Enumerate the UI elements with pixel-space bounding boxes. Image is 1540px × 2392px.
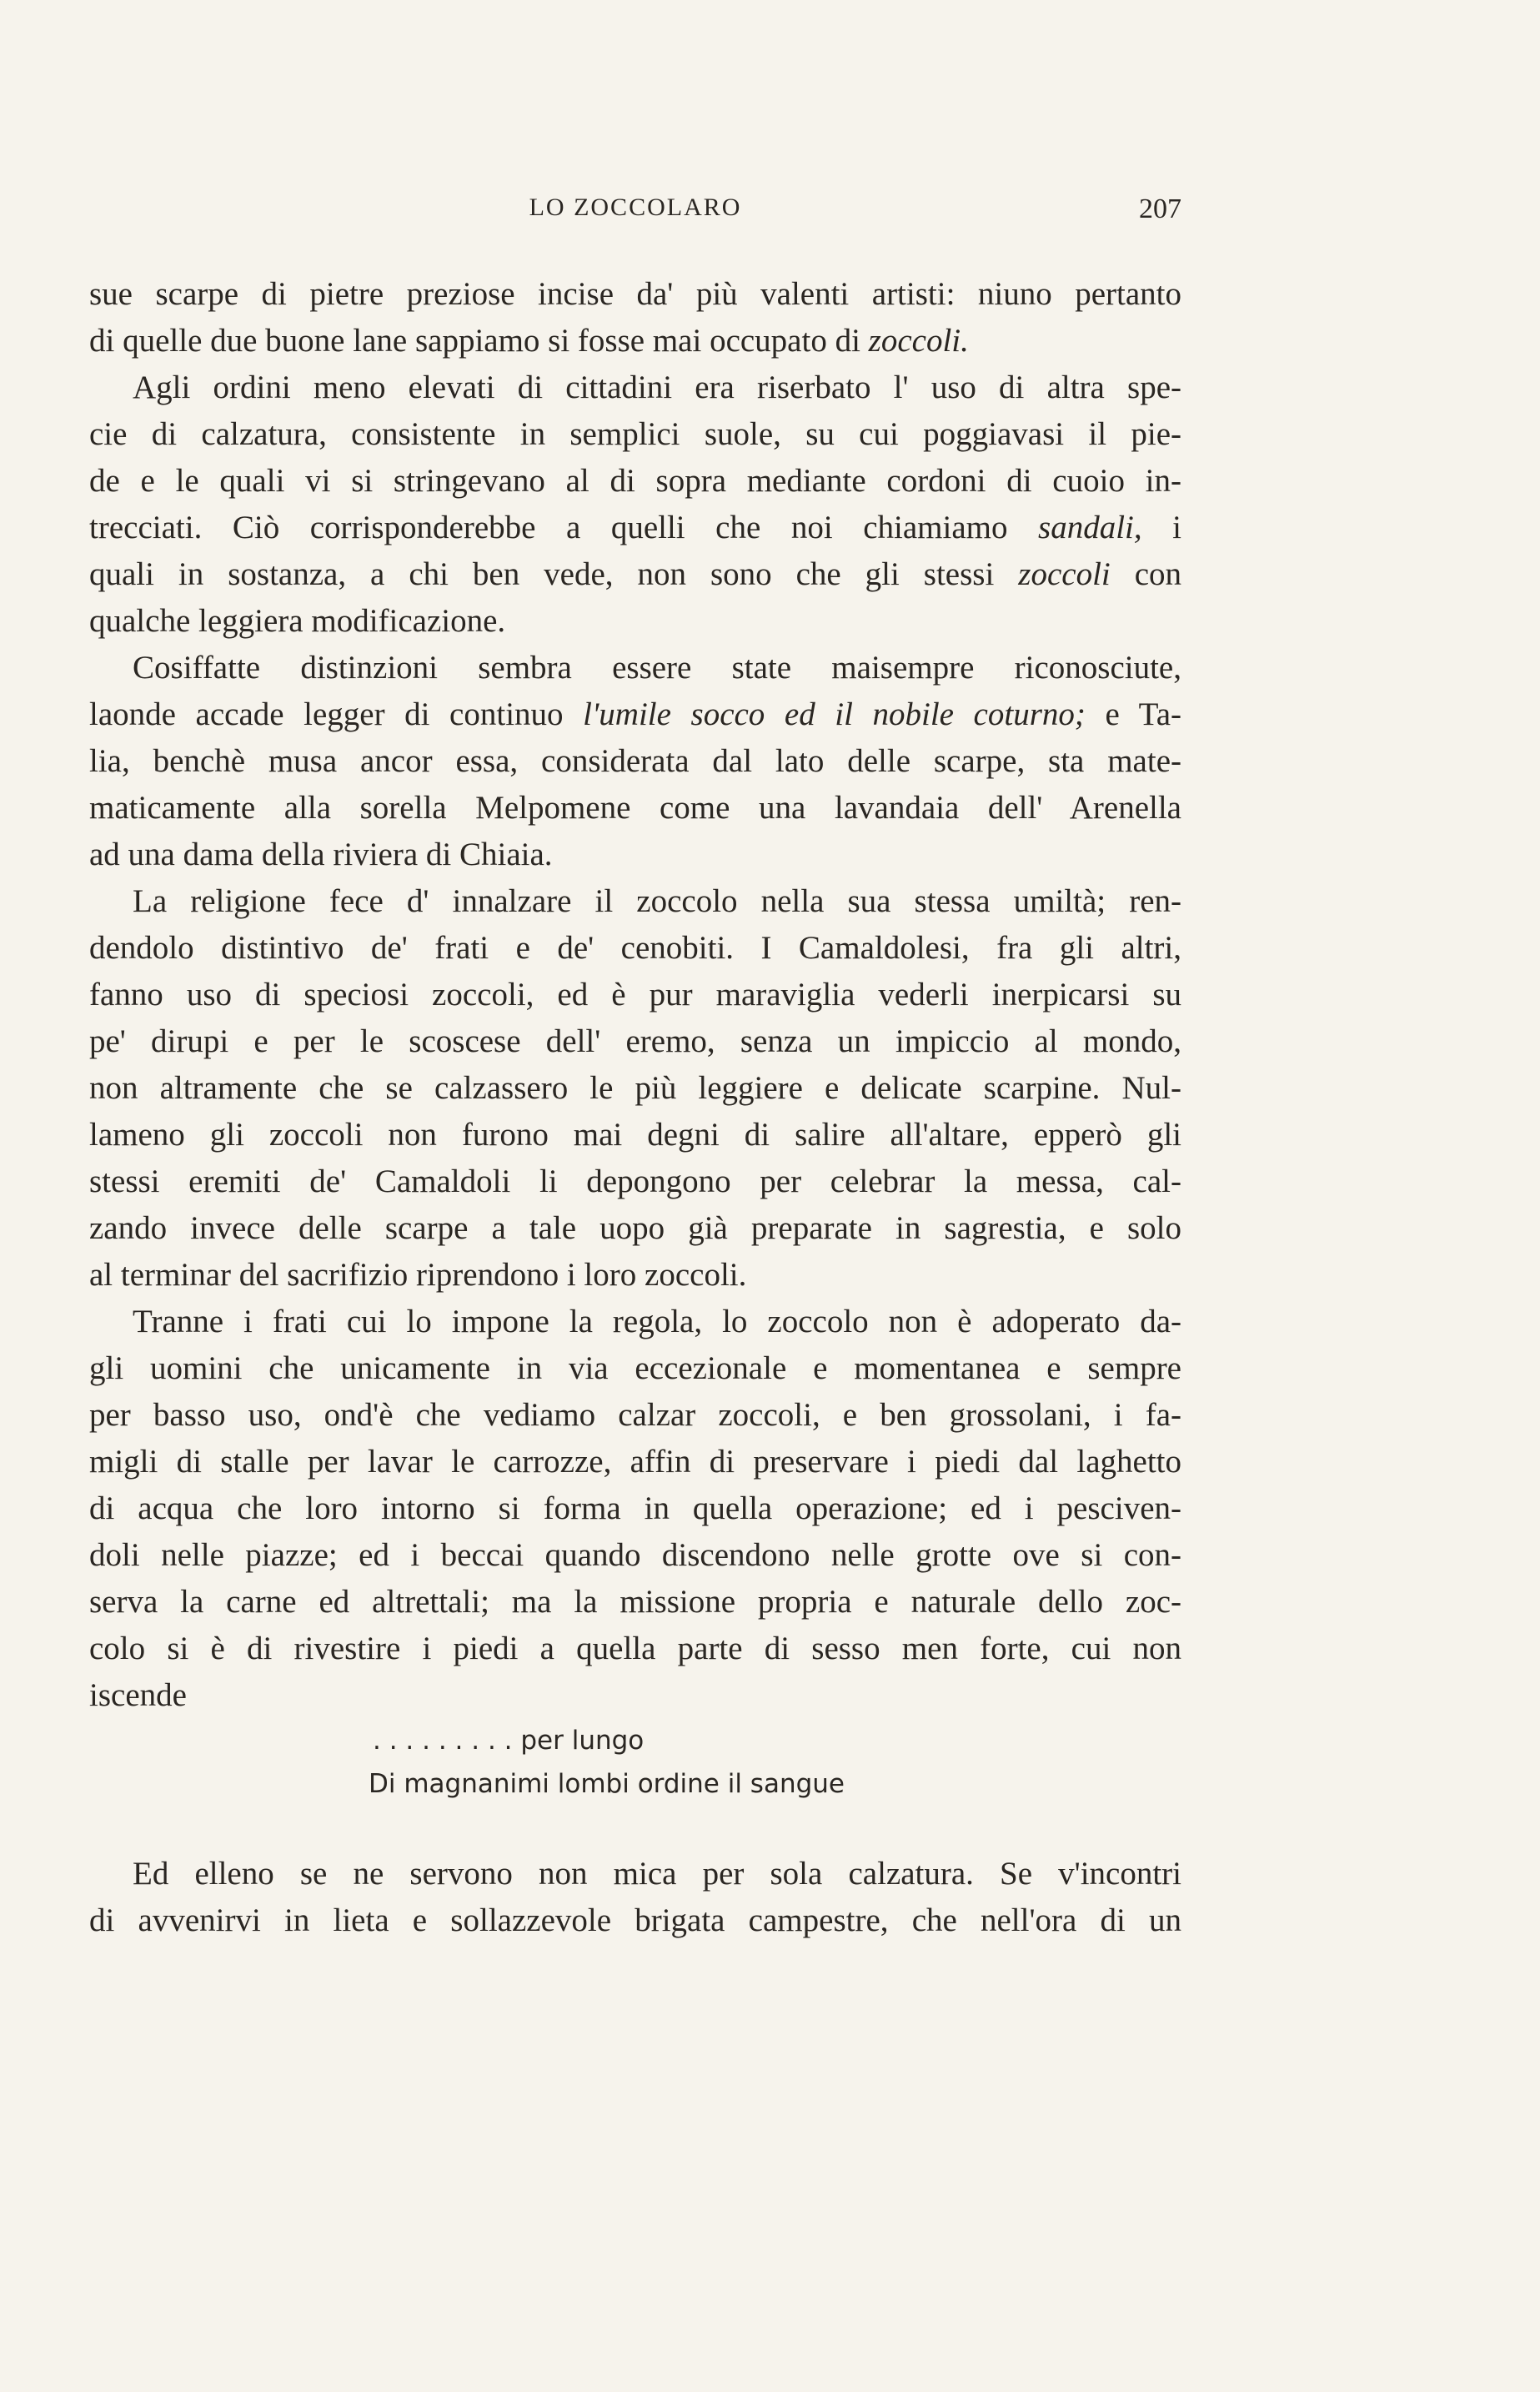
text-line: maticamente alla sorella Melpomene come una lavandaia dell' Arenella (89, 790, 1181, 826)
text-line: Cosiffatte distinzioni sembra essere state maisempre riconosciute, (133, 650, 1181, 686)
text-line: lia, benchè musa ancor essa, considerata dal lato delle scarpe, sta mate- (89, 743, 1181, 779)
text-line: non altramente che se calzassero le più leggiere e delicate scarpine. Nul- (89, 1070, 1181, 1106)
text-line: lameno gli zoccoli non furono mai degni di salire all'altare, epperò gli (89, 1117, 1181, 1153)
text-line: Ed elleno se ne servono non mica per sola calzatura. Se v'incontri (133, 1856, 1181, 1892)
text-line: ad una dama della riviera di Chiaia. (89, 837, 553, 872)
text-line: laonde accade legger di continuo l'umile socco ed il nobile coturno; e Ta- (89, 696, 1182, 732)
verse-line: . . . . . . . . . per lungo (373, 1726, 645, 1756)
text-line: doli nelle piazze; ed i beccai quando discendono nelle grotte ove si con- (89, 1537, 1181, 1573)
text-line: di avvenirvi in lieta e sollazzevole brigata campestre, che nell'ora di un (89, 1902, 1181, 1938)
running-title: LO ZOCCOLARO (529, 193, 742, 221)
text-line: gli uomini che unicamente in via eccezionale e momentanea e sempre (89, 1350, 1181, 1386)
text-line: di quelle due buone lane sappiamo si fosse mai occupato di zoccoli. (89, 323, 969, 359)
text-line: per basso uso, ond'è che vediamo calzar zoccoli, e ben grossolani, i fa- (89, 1397, 1181, 1433)
text-line: Agli ordini meno elevati di cittadini era riserbato l' uso di altra spe- (133, 369, 1181, 405)
text-line: stessi eremiti de' Camaldoli li depongono per celebrar la messa, cal- (89, 1163, 1181, 1199)
verse-line: Di magnanimi lombi ordine il sangue (369, 1769, 845, 1799)
text-line: La religione fece d' innalzare il zoccolo nella sua stessa umiltà; ren- (133, 883, 1181, 919)
text-line: di acqua che loro intorno si forma in quella operazione; ed i pesciven- (89, 1490, 1181, 1526)
italic-word: zoccoli. (868, 323, 969, 359)
text-line: cie di calzatura, consistente in semplici suole, su cui poggiavasi il pie- (89, 416, 1181, 452)
text-line: Tranne i frati cui lo impone la regola, lo zoccolo non è adoperato da- (133, 1304, 1181, 1339)
text-line: sue scarpe di pietre preziose incise da' più valenti artisti: niuno pertanto (89, 276, 1181, 312)
text-line: iscende (89, 1677, 187, 1713)
text-line: de e le quali vi si stringevano al di sopra mediante cordoni di cuoio in- (89, 463, 1181, 499)
text-line: colo si è di rivestire i piedi a quella parte di sesso men forte, cui non (89, 1631, 1181, 1666)
text-line: quali in sostanza, a chi ben vede, non sono che gli stessi zoccoli con (89, 556, 1182, 592)
text-line: serva la carne ed altrettali; ma la missione propria e naturale dello zoc- (89, 1584, 1181, 1620)
page-header (89, 193, 1181, 244)
text-line: zando invece delle scarpe a tale uopo già preparate in sagrestia, e solo (89, 1210, 1181, 1246)
body-text (89, 271, 1181, 1944)
text-line: al terminar del sacrifizio riprendono i loro zoccoli. (89, 1257, 747, 1293)
page-number: 207 (1139, 193, 1181, 224)
italic-word: zoccoli (1018, 556, 1111, 592)
text-line: qualche leggiera modificazione. (89, 603, 506, 639)
text-line: pe' dirupi e per le scoscese dell' eremo, senza un impiccio al mondo, (89, 1023, 1181, 1059)
text-line: trecciati. Ciò corrisponderebbe a quelli che noi chiamiamo sandali, i (89, 510, 1182, 545)
verse-spacer (89, 1806, 1181, 1851)
italic-quote: l'umile socco ed il nobile coturno; (583, 696, 1086, 732)
text-line: fanno uso di speciosi zoccoli, ed è pur maraviglia vederli inerpicarsi su (89, 977, 1181, 1013)
italic-word: sandali, (1038, 510, 1142, 545)
text-line: dendolo distintivo de' frati e de' cenobiti. I Camaldolesi, fra gli altri, (89, 930, 1181, 966)
text-line: migli di stalle per lavar le carrozze, affin di preservare i piedi dal laghetto (89, 1444, 1181, 1480)
